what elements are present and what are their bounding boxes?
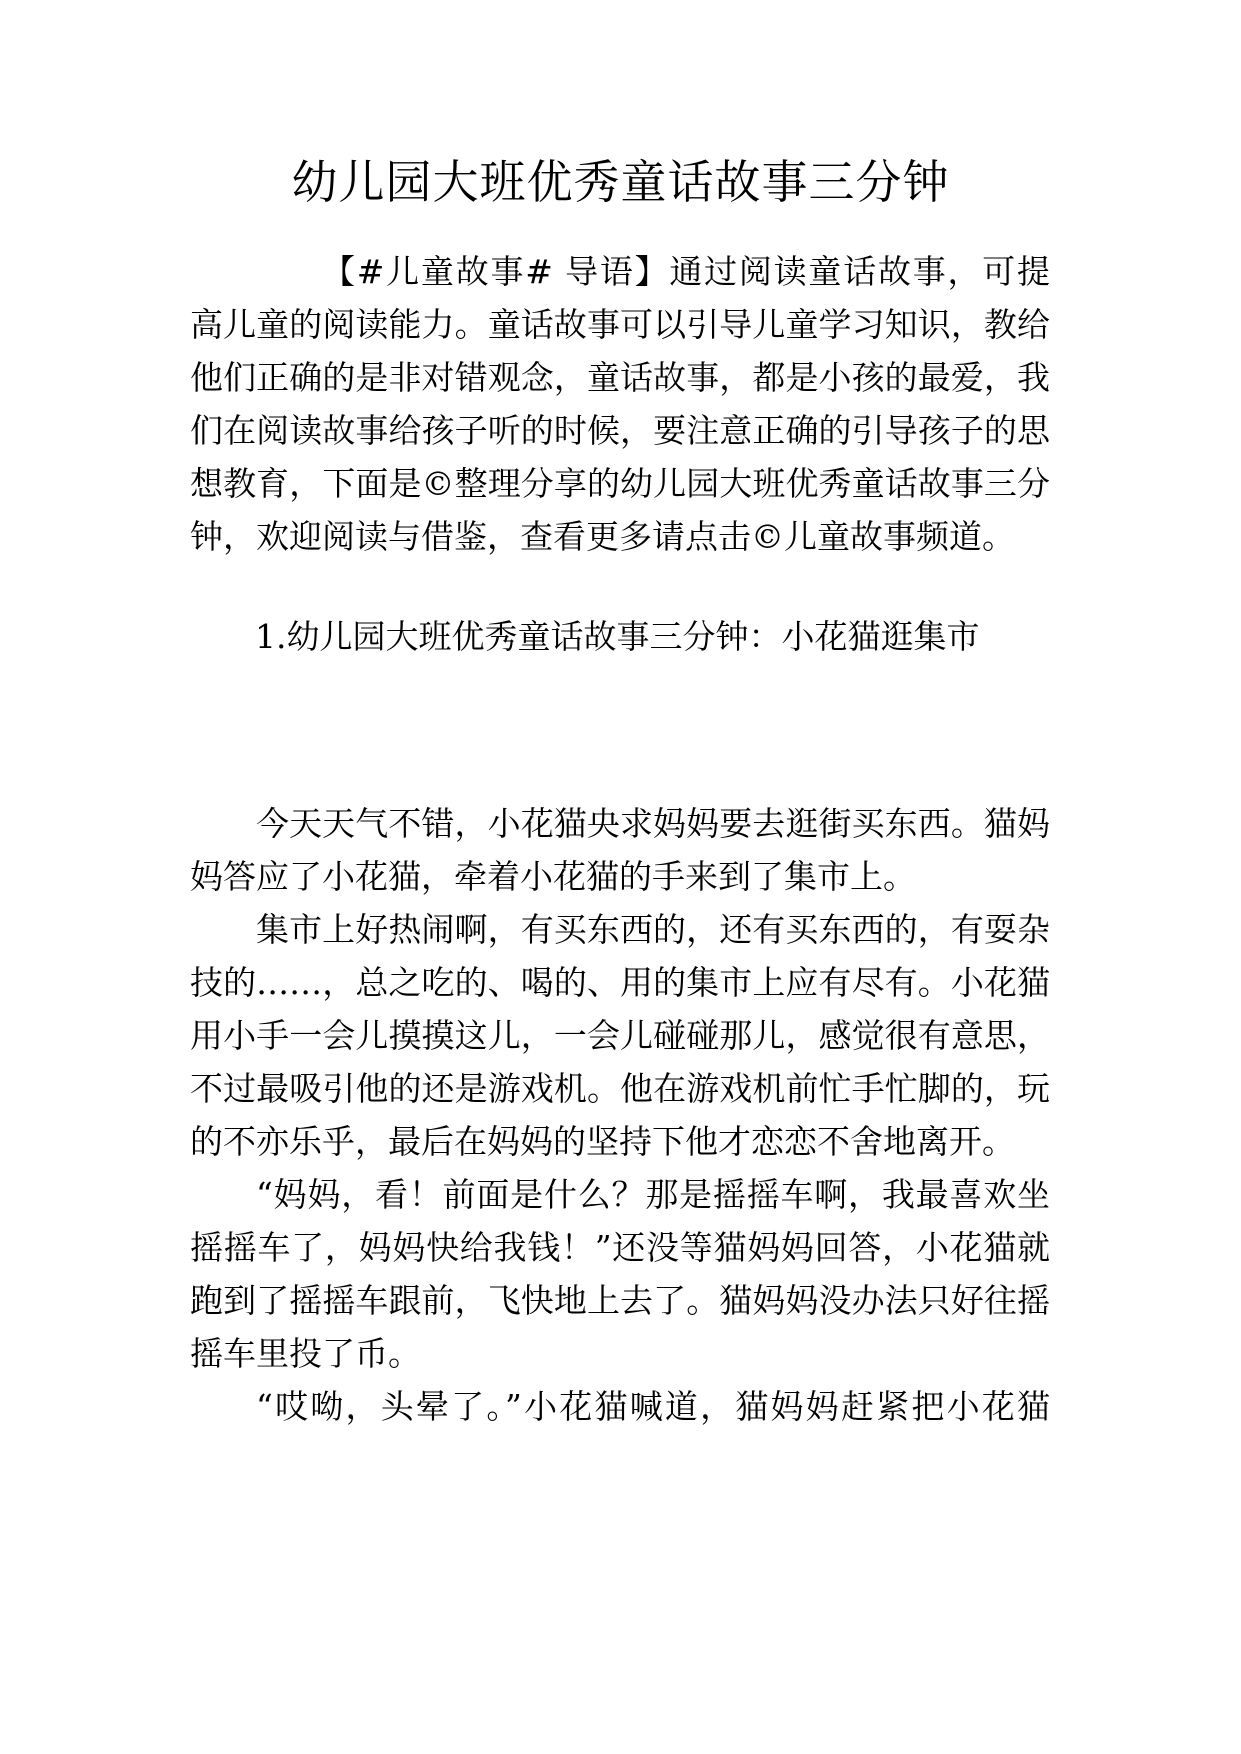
story-line: 摇摇车了，妈妈快给我钱！”还没等猫妈妈回答，小花猫就 <box>190 1228 1050 1267</box>
story-line: 今天天气不错，小花猫央求妈妈要去逛街买东西。猫妈 <box>256 804 1050 843</box>
intro-line: 他们正确的是非对错观念，童话故事，都是小孩的最爱，我 <box>190 358 1050 397</box>
story-line: 妈答应了小花猫，牵着小花猫的手来到了集市上。 <box>190 857 916 896</box>
document-title: 幼儿园大班优秀童话故事三分钟 <box>291 155 950 209</box>
intro-line: 想教育，下面是©整理分享的幼儿园大班优秀童话故事三分 <box>190 464 1050 503</box>
story-line: 集市上好热闹啊，有买东西的，还有买东西的，有耍杂 <box>256 910 1050 949</box>
section-heading: 1.幼儿园大班优秀童话故事三分钟：小花猫逛集市 <box>255 617 980 656</box>
intro-line: 高儿童的阅读能力。童话故事可以引导儿童学习知识，教给 <box>190 305 1050 344</box>
story-line: 摇车里投了币。 <box>190 1334 421 1373</box>
intro-line: 钟，欢迎阅读与借鉴，查看更多请点击©儿童故事频道。 <box>190 517 1015 556</box>
story-line: 不过最吸引他的还是游戏机。他在游戏机前忙手忙脚的，玩 <box>190 1069 1050 1108</box>
story-line: 用小手一会儿摸摸这儿，一会儿碰碰那儿，感觉很有意思， <box>190 1016 1050 1055</box>
story-line: 的不亦乐乎，最后在妈妈的坚持下他才恋恋不舍地离开。 <box>190 1122 1015 1161</box>
story-line: “哎呦，头晕了。”小花猫喊道，猫妈妈赶紧把小花猫 <box>256 1387 1050 1426</box>
intro-line: 【#儿童故事# 导语】通过阅读童话故事，可提 <box>322 252 1050 291</box>
story-line: “妈妈，看！前面是什么？那是摇摇车啊，我最喜欢坐 <box>256 1175 1050 1214</box>
story-line: 技的……，总之吃的、喝的、用的集市上应有尽有。小花猫 <box>190 963 1050 1002</box>
story-line: 跑到了摇摇车跟前，飞快地上去了。猫妈妈没办法只好往摇 <box>190 1281 1050 1320</box>
intro-line: 们在阅读故事给孩子听的时候，要注意正确的引导孩子的思 <box>190 411 1050 450</box>
